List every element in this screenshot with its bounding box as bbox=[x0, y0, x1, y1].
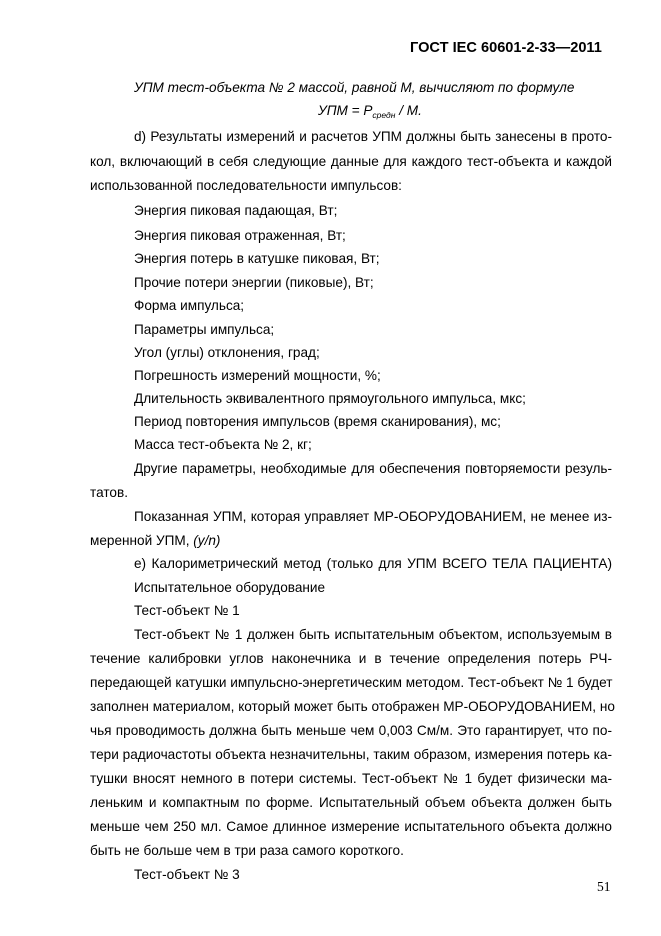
para-shown-yn: (y/n) bbox=[193, 533, 221, 548]
list-item: Масса тест-объекта № 2, кг; bbox=[134, 437, 312, 452]
list-item: Погрешность измерений мощности, %; bbox=[134, 368, 381, 383]
list-item: Энергия потерь в катушке пиковая, Вт; bbox=[134, 251, 380, 266]
para-d-line-3: использованной последовательности импульсов: bbox=[90, 178, 402, 193]
list-item: Энергия пиковая отраженная, Вт; bbox=[134, 228, 346, 243]
para-t1-line: заполнен материалом, который может быть отображен МР-ОБОРУДОВАНИЕМ, но bbox=[90, 699, 615, 714]
para-t1-line: Тест-объект № 1 должен быть испытательным объектом, используемым в bbox=[134, 627, 612, 642]
para-d-line-2: кол, включающий в себя следующие данные для каждого тест-объекта и каждой bbox=[90, 154, 612, 169]
list-item: Параметры импульса; bbox=[134, 322, 275, 337]
para-t1-line: передающей катушки импульсно-энергетическим методом. Тест-объект № 1 будет bbox=[90, 675, 613, 690]
para-shown-line-2 bbox=[90, 532, 220, 549]
page-number: 51 bbox=[597, 879, 611, 894]
para-t1-line: леньким и компактным по форме. Испытательный объем объекта должен быть bbox=[90, 795, 612, 810]
list-item: Прочие потери энергии (пиковые), Вт; bbox=[134, 275, 374, 290]
para-e: e) Калориметрический метод (только для УПМ ВСЕГО ТЕЛА ПАЦИЕНТА) bbox=[134, 556, 612, 571]
para-shown-text: меренной УПМ, bbox=[90, 533, 194, 548]
formula-subscript: средн bbox=[372, 110, 396, 120]
list-item: Форма импульса; bbox=[134, 298, 245, 313]
para-t1-line: тушки вносят немного в потери системы. Тест-объект № 1 будет физически ма- bbox=[90, 771, 612, 786]
para-shown-line-1: Показанная УПМ, которая управляет МР-ОБОРУДОВАНИЕМ, не менее из- bbox=[134, 509, 612, 524]
test-object-3-heading: Тест-объект № 3 bbox=[134, 867, 240, 882]
list-item: Угол (углы) отклонения, град; bbox=[134, 345, 320, 360]
para-t1-line: тери радиочастоты объекта незначительны, таким образом, измерения потерь ка- bbox=[90, 747, 612, 762]
list-item: Период повторения импульсов (время сканирования), мс; bbox=[134, 414, 501, 429]
formula-lhs: УПМ = P bbox=[318, 103, 373, 118]
para-t1-line: меньше чем 250 мл. Самое длинное измерение испытательного объекта должно bbox=[90, 819, 612, 834]
para-t1-line: чья проводимость должна быть меньше чем 0,003 См/м. Это гарантирует, что по- bbox=[90, 723, 612, 738]
formula-intro: УПМ тест-объекта № 2 массой, равной M, вычисляют по формуле bbox=[134, 80, 575, 95]
list-item: Длительность эквивалентного прямоугольного импульса, мкс; bbox=[134, 391, 526, 406]
formula bbox=[318, 102, 422, 124]
document-header: ГОСТ IEC 60601-2-33—2011 bbox=[410, 40, 602, 56]
para-other-line-2: татов. bbox=[90, 485, 128, 500]
para-d-line-1: d) Результаты измерений и расчетов УПМ должны быть занесены в прото- bbox=[134, 129, 612, 144]
test-object-1-heading: Тест-объект № 1 bbox=[134, 603, 240, 618]
para-t1-line: быть не больше чем в три раза самого короткого. bbox=[90, 843, 404, 858]
para-other-line-1: Другие параметры, необходимые для обеспечения повторяемости резуль- bbox=[134, 461, 612, 476]
list-item: Энергия пиковая падающая, Вт; bbox=[134, 203, 338, 218]
formula-rhs: / M. bbox=[395, 103, 422, 118]
test-equipment-heading: Испытательное оборудование bbox=[134, 580, 326, 595]
para-t1-line: течение калибровки углов наконечника и в течение определения потерь РЧ- bbox=[90, 651, 612, 666]
